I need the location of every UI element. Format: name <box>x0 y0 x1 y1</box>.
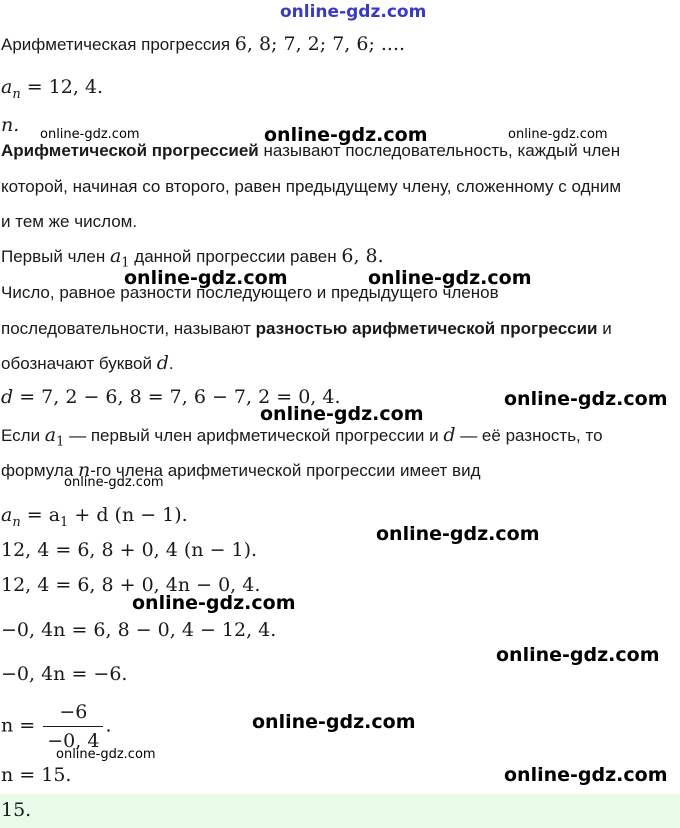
d-calc-rest: = 7, 2 − 6, 8 = 7, 6 − 7, 2 = 0, 4. <box>13 386 341 408</box>
formula-post: — её разность, то <box>455 426 603 445</box>
first-term-sub: 1 <box>121 255 130 271</box>
header-watermark: online-gdz.com <box>280 2 427 22</box>
d-calc-var: d <box>1 386 14 408</box>
step-6-fraction <box>43 700 103 753</box>
step-5: −0, 4n = −6. <box>1 663 128 685</box>
watermark: online-gdz.com <box>132 592 296 614</box>
difference-var: d <box>156 352 169 374</box>
definition-rest: называют последовательность, каждый член <box>258 141 621 160</box>
first-term-mid: данной прогрессии равен <box>129 247 342 266</box>
step-6-denominator: −0, 4 <box>47 730 100 752</box>
difference-bold: разностью арифметической прогрессии <box>255 319 598 338</box>
formula-intro-line-1 <box>1 424 603 453</box>
difference-pre: последовательности, называют <box>1 319 256 338</box>
watermark: online-gdz.com <box>504 388 668 410</box>
given-an-rest: = 12, 4. <box>20 76 104 98</box>
step-6-end: . <box>105 714 112 737</box>
watermark: online-gdz.com <box>40 127 140 142</box>
step-1 <box>1 504 188 534</box>
watermark: online-gdz.com <box>56 747 156 762</box>
watermark: online-gdz.com <box>252 711 416 733</box>
intro-sequence: 6, 8; 7, 2; 7, 6; .... <box>234 33 406 55</box>
formula-d: d <box>443 424 456 446</box>
watermark: online-gdz.com <box>264 124 428 146</box>
difference-line3-pre: обозначают буквой <box>1 354 157 373</box>
formula-n: n <box>78 459 91 481</box>
problem-statement <box>1 33 405 56</box>
watermark: online-gdz.com <box>260 403 424 425</box>
step-1-an-sub: n <box>12 514 21 530</box>
definition-bold: Арифметической прогрессией <box>1 141 259 160</box>
first-term-val: 6, 8. <box>341 245 384 267</box>
watermark: online-gdz.com <box>508 127 608 142</box>
watermark: online-gdz.com <box>496 644 660 666</box>
given-an-sub: n <box>12 86 21 102</box>
step-1-eq: = a <box>26 504 61 526</box>
answer-value: 15. <box>1 799 32 821</box>
watermark: online-gdz.com <box>368 267 532 289</box>
formula-mid: — первый член арифметической прогрессии и <box>64 426 444 445</box>
difference-line-3 <box>1 352 174 375</box>
formula-line2-post: -го члена арифметической прогрессии имеет вид <box>90 461 481 480</box>
step-7: n = 15. <box>1 764 72 786</box>
step-1-a1-sub: 1 <box>60 514 69 530</box>
step-1-tail: + d (n − 1). <box>68 504 188 526</box>
difference-line-2 <box>1 318 612 340</box>
difference-line-1: Число, равное разности последующего и предыдущего членов <box>1 283 499 302</box>
watermark: online-gdz.com <box>504 764 668 786</box>
formula-pre: Если <box>1 426 45 445</box>
formula-a-sub: 1 <box>56 434 65 450</box>
formula-a: a <box>44 424 57 446</box>
step-6-numerator: −6 <box>43 700 103 727</box>
step-2: 12, 4 = 6, 8 + 0, 4 (n − 1). <box>1 539 258 561</box>
find-n: n. <box>1 114 20 136</box>
step-6 <box>1 700 111 753</box>
definition-line-2: которой, начиная со второго, равен предыдущему члену, сложенному с одним <box>1 177 622 196</box>
step-1-an: a <box>1 504 13 526</box>
watermark: online-gdz.com <box>124 267 288 289</box>
watermark: online-gdz.com <box>64 475 164 490</box>
difference-line3-post: . <box>168 354 174 373</box>
first-term-var: a <box>109 245 122 267</box>
watermark: online-gdz.com <box>376 523 540 545</box>
given-an-var: a <box>1 76 13 98</box>
formula-line2-pre: формула <box>1 461 78 480</box>
given-an <box>1 76 103 106</box>
first-term-pre: Первый член <box>1 247 110 266</box>
intro-text: Арифметическая прогрессия <box>1 35 235 54</box>
step-3: 12, 4 = 6, 8 + 0, 4n − 0, 4. <box>1 574 261 596</box>
step-6-lhs: n = <box>1 714 42 737</box>
step-4: −0, 4n = 6, 8 − 0, 4 − 12, 4. <box>1 619 277 641</box>
difference-post: и <box>597 319 612 338</box>
answer-box <box>0 794 680 828</box>
definition-line-3: и тем же числом. <box>1 212 138 231</box>
